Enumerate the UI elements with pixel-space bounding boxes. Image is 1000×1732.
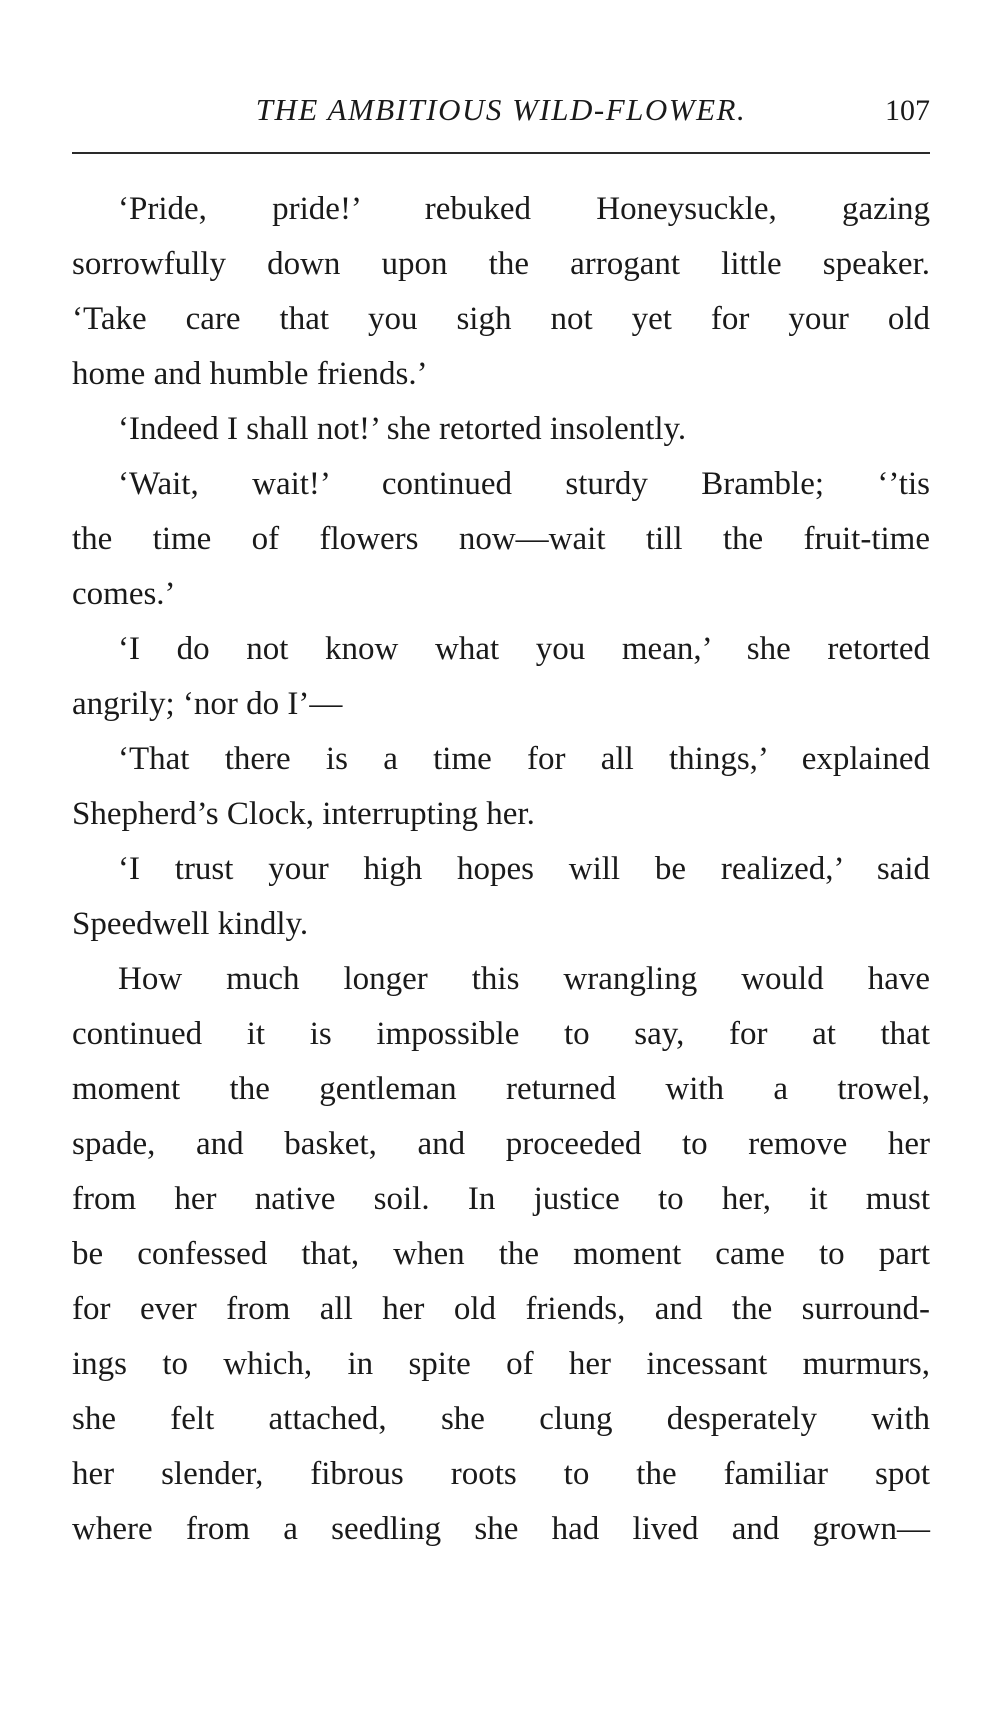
text-line: continued it is impossible to say, for at that [72,1016,930,1052]
body-text [72,182,930,1557]
text-line: ‘I trust your high hopes will be realized,’ said [118,851,930,887]
text-line: ings to which, in spite of her incessant murmurs, [72,1346,930,1382]
text-line: angrily; ‘nor do I’— [72,686,343,722]
running-title: THE AMBITIOUS WILD-FLOWER. [255,92,747,127]
text-line: How much longer this wrangling would have [118,961,930,997]
text-line: ‘Indeed I shall not!’ she retorted insolently. [118,411,687,447]
text-line: Speedwell kindly. [72,906,309,942]
text-line: home and humble friends.’ [72,356,428,392]
text-line: Shepherd’s Clock, interrupting her. [72,796,535,832]
text-line: be confessed that, when the moment came to part [72,1236,930,1272]
text-line: for ever from all her old friends, and the surround- [72,1291,930,1327]
text-line: where from a seedling she had lived and grown— [72,1511,930,1547]
text-line: sorrowfully down upon the arrogant little speaker. [72,246,930,282]
text-line: ‘Wait, wait!’ continued sturdy Bramble; ‘’tis [118,466,930,502]
text-line: ‘That there is a time for all things,’ explained [118,741,930,777]
text-line: ‘Pride, pride!’ rebuked Honeysuckle, gazing [118,191,930,227]
page-number: 107 [885,94,930,127]
text-line: the time of flowers now—wait till the fruit-time [72,521,930,557]
text-line: she felt attached, she clung desperately with [72,1401,930,1437]
running-head [72,92,930,142]
header-rule [72,152,930,154]
text-line: moment the gentleman returned with a trowel, [72,1071,930,1107]
text-line: from her native soil. In justice to her, it must [72,1181,930,1217]
text-line: ‘I do not know what you mean,’ she retorted [118,631,930,667]
text-line: her slender, fibrous roots to the familiar spot [72,1456,930,1492]
text-line: comes.’ [72,576,176,612]
text-line: spade, and basket, and proceeded to remove her [72,1126,930,1162]
text-line: ‘Take care that you sigh not yet for your old [72,301,930,337]
